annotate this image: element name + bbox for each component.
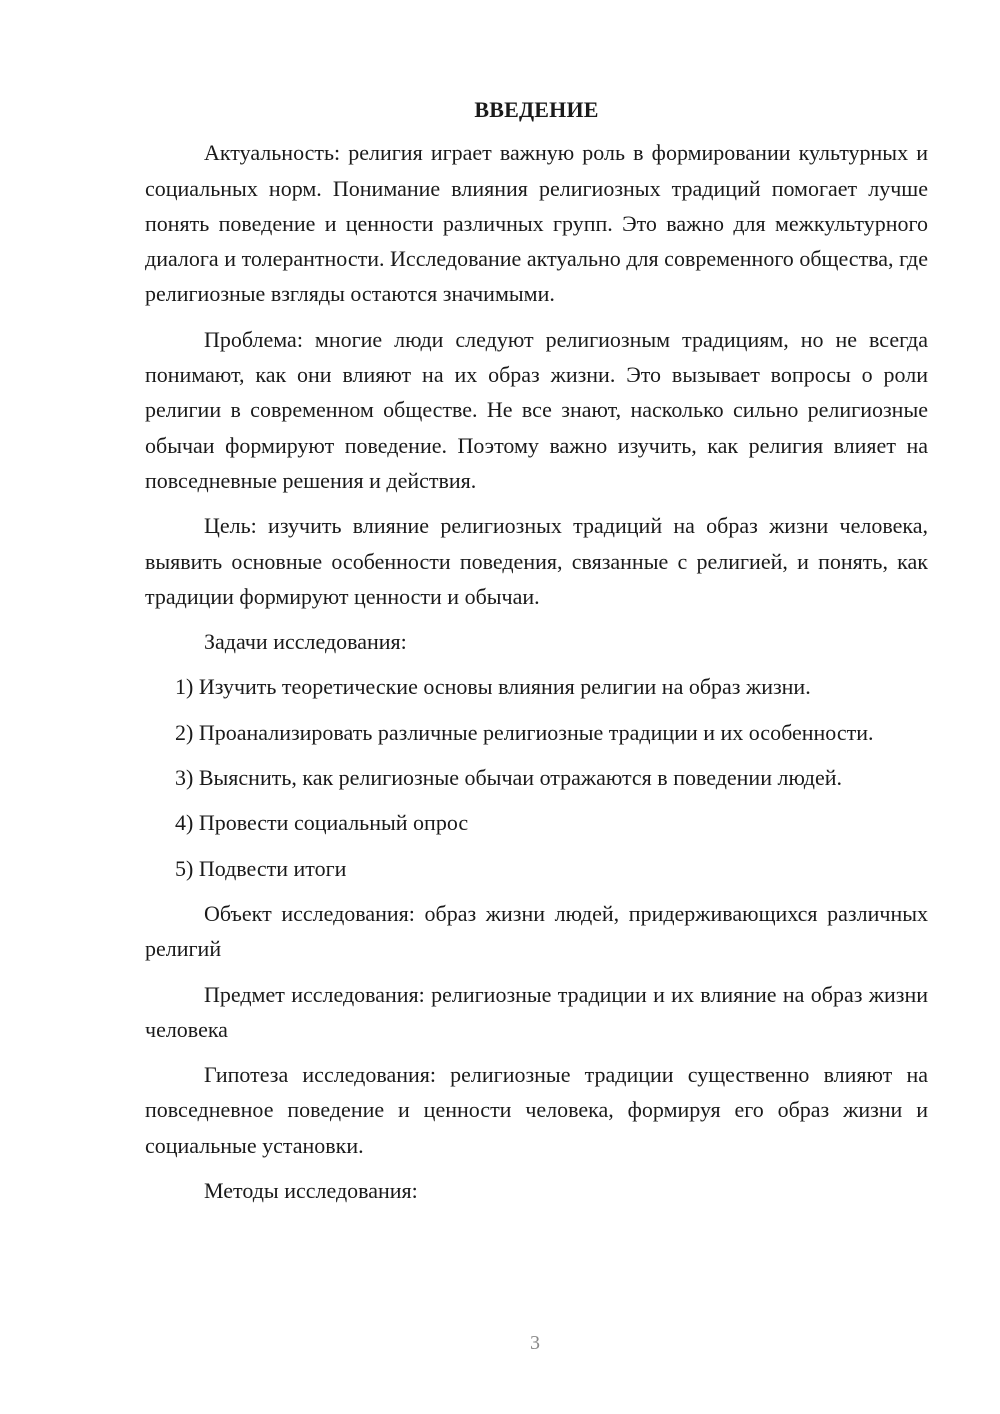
task-item-5: 5) Подвести итоги	[175, 855, 347, 881]
goal-paragraph: Цель: изучить влияние религиозных традиций на образ жизни человека, выявить основные особенности поведения, связанные с религией, и понять, как традиции формируют ценности и обычаи.	[145, 513, 928, 609]
task-item-3: 3) Выяснить, как религиозные обычаи отражаются в поведении людей.	[175, 765, 843, 791]
task-item-1: 1) Изучить теоретические основы влияния религии на образ жизни.	[175, 674, 811, 700]
subject-paragraph: Предмет исследования: религиозные традиции и их влияние на образ жизни человека	[145, 981, 928, 1042]
problem-paragraph: Проблема: многие люди следуют религиозным традициям, но не всегда понимают, как они влияют на их образ жизни. Это вызывает вопросы о роли религии в современном обществе. Не все знают, насколько сильно религиозные обычаи формируют поведение. Поэтому важно изучить, как религия влияет на повседневные решения и действия.	[145, 326, 928, 493]
page-content	[145, 92, 928, 1218]
page-number: 3	[530, 1332, 540, 1354]
task-item-2: 2) Проанализировать различные религиозные традиции и их особенности.	[175, 719, 874, 745]
page-title: ВВЕДЕНИЕ	[474, 97, 599, 122]
hypothesis-paragraph: Гипотеза исследования: религиозные традиции существенно влияют на повседневное поведение и ценности человека, формируя его образ жизни и социальные установки.	[145, 1062, 928, 1158]
task-item-4: 4) Провести социальный опрос	[175, 810, 469, 836]
relevance-paragraph: Актуальность: религия играет важную роль в формировании культурных и социальных норм. Понимание влияния религиозных традиций помогает лучше понять поведение и ценности различных групп. Это важно для межкультурного диалога и толерантности. Исследование актуально для современного общества, где религиозные взгляды остаются значимыми.	[145, 140, 928, 307]
tasks-heading: Задачи исследования:	[204, 629, 407, 655]
object-paragraph: Объект исследования: образ жизни людей, придерживающихся различных религий	[145, 900, 928, 962]
methods-heading: Методы исследования:	[204, 1178, 418, 1204]
